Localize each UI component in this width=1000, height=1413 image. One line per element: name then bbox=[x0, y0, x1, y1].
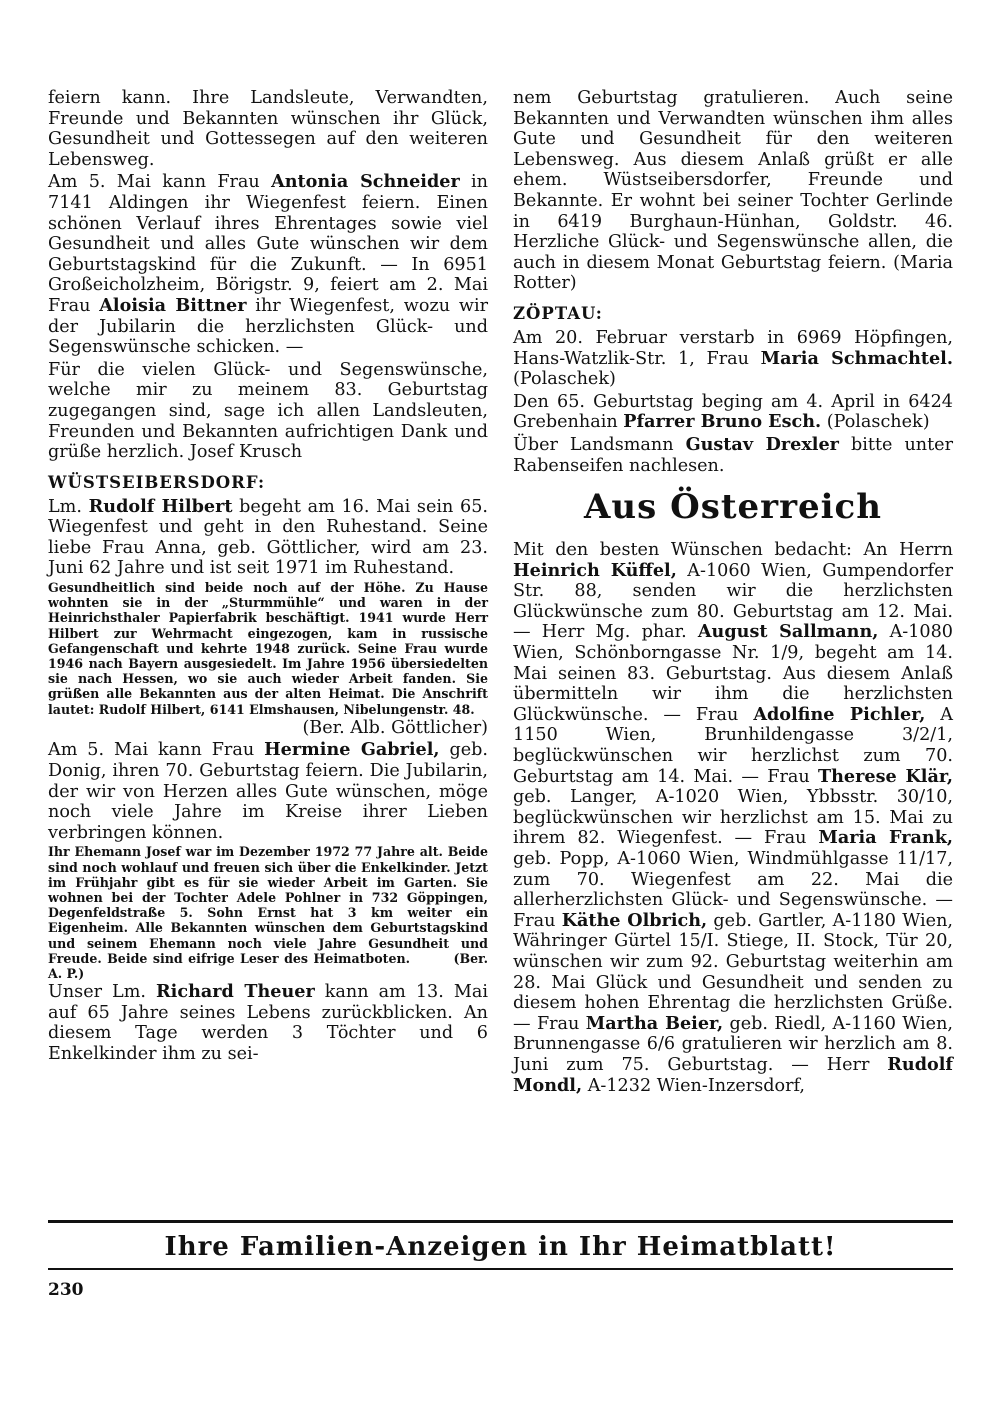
person-name: Therese Klär, bbox=[818, 765, 953, 787]
paragraph bbox=[48, 172, 488, 357]
text: geb. Donig, ihren 70. Geburtstag feiern. Die Jubilarin, der wir von Herzen alles Gute wünschen, möge noch viele Jahre im Kreise ihrer Lieben verbringen können. bbox=[48, 740, 488, 843]
text: Unser Lm. bbox=[48, 982, 157, 1003]
text: geb. Langer, A-1020 Wien, Ybbsstr. 30/10, beglückwünschen wir herzlichst am 15. Mai zu ihrem 82. Wiegenfest. — Frau bbox=[513, 787, 953, 849]
person-name: Käthe Olbrich, bbox=[561, 909, 708, 931]
byline: (Ber. Alb. Göttlicher) bbox=[302, 717, 488, 738]
person-name: Aloisia Bittner bbox=[99, 294, 247, 316]
left-column bbox=[48, 88, 493, 1065]
person-name: Antonia Schneider bbox=[271, 171, 460, 193]
text: A-1232 Wien-Inzersdorf, bbox=[582, 1075, 805, 1096]
text: Am 5. Mai kann Frau bbox=[48, 740, 265, 761]
right-column bbox=[513, 88, 953, 1096]
section-heading: WÜSTSEIBERSDORF: bbox=[48, 472, 266, 492]
text: geb. Riedl, A-1160 Wien, Brunnengasse 6/6 gratulieren wir herzlich am 8. Juni zum 75. Geburtstag. — Herr bbox=[513, 1013, 953, 1075]
text: geb. Popp, A-1060 Wien, Windmühlgasse 11/17, zum 70. Wiegenfest am 22. Mai die allerherzlichsten Glück- und Segenswünsche. — Frau bbox=[513, 849, 953, 931]
person-name: Rudolf Mondl, bbox=[513, 1053, 953, 1096]
paragraph: nem Geburtstag gratulieren. Auch seine Bekannten und Verwandten wünschen ihm alles Gute und Gesundheit für den weiteren Lebensweg. Aus diesem Anlaß grüßt er alle ehem. Wüstseibersdorfer, Freunde und Bekannte. Er wohnt bei seiner Tochter Gerlinde in 6419 Burghaun-Hünhan, Goldstr. 46. Herzliche Glück- und Segenswünsche allen, die auch in diesem Monat Geburtstag feiern. (Maria Rotter) bbox=[513, 88, 953, 294]
text: Über Landsmann bbox=[513, 434, 686, 455]
person-name: Richard Theuer bbox=[156, 981, 315, 1003]
paragraph bbox=[48, 740, 488, 843]
text: Mit den besten Wünschen bedacht: An Herrn bbox=[513, 540, 953, 561]
paragraph bbox=[48, 497, 488, 579]
person-name: August Sallmann, bbox=[697, 621, 879, 643]
paragraph bbox=[513, 435, 953, 476]
divider-rule bbox=[48, 1268, 953, 1270]
small-print-paragraph: Ihr Ehemann Josef war im Dezember 1972 77 Jahre alt. Beide sind noch wohlauf und freuen sich über die Enkelkinder. Jetzt im Frühjahr gibt es für sie wieder Arbeit im Garten. Sie wohnen bei der Tochter Adele Pohlner in 732 Göppingen, Degenfeldstraße 5. Sohn Ernst hat 3 km weiter ein Eigenheim. Alle Bekannten wünschen dem Geburtstagskind und seinem Ehemann noch viele Jahre Gesundheit und Freude. Beide sind eifrige Leser des Heimatboten. (Ber. A. P.) bbox=[48, 844, 493, 982]
text: (Polaschek) bbox=[513, 369, 616, 390]
person-name: Hermine Gabriel, bbox=[264, 739, 440, 761]
small-print-paragraph: Gesundheitlich sind beide noch auf der Höhe. Zu Hause wohnten sie in der „Sturmmühle“ und waren in der Heinrichsthaler Papierfabrik beschäftigt. 1941 wurde Herr Hilbert zur Wehrmacht eingezogen, kam in russische Gefangenschaft und kehrte 1948 zurück. Seine Frau wurde 1946 nach Bayern ausgesiedelt. Im Jahre 1956 übersiedelten sie nach Hessen, wo sie auch wieder Arbeit fanden. Sie grüßen alle Bekannten aus der alten Heimat. Die Anschrift lautet: Rudolf Hilbert, 6141 Elmshausen, Nibelungenstr. 48. bbox=[48, 580, 488, 717]
text: (Polaschek) bbox=[821, 412, 930, 433]
text: ihr Wiegenfest, wozu wir der Jubilarin die herzlichsten Glück- und Segenswünsche schicken. — bbox=[48, 295, 488, 358]
paragraph: feiern kann. Ihre Landsleute, Verwandten, Freunde und Bekannten wünschen ihr Glück, Gesundheit und Gottessegen auf den weiteren Lebensweg. bbox=[48, 88, 488, 170]
text: in 7141 Aldingen ihr Wiegenfest feiern. Einen schönen Verlauf ihres Ehrentages sowie viel Gesundheit und alles Gute wünschen wir dem Geburtstagskind für die Zukunft. — In 6951 Großeicholzheim, Börigstr. 9, feiert am 2. Mai Frau bbox=[48, 172, 488, 316]
paragraph bbox=[513, 392, 953, 433]
text: A 1150 Wien, Brunhildengasse 3/2/1, beglückwünschen wir herzlichst zum 70. Geburtstag am 14. Mai. — Frau bbox=[513, 704, 953, 787]
person-name: Pfarrer Bruno Esch. bbox=[623, 411, 822, 433]
text: A-1080 Wien, Schönborngasse Nr. 1/9, begeht am 14. Mai seinen 83. Geburtstag. Aus diesem Anlaß übermitteln wir ihm die herzlichsten Glückwünsche. — Frau bbox=[513, 622, 953, 725]
person-name: Gustav Drexler bbox=[685, 433, 839, 455]
text: begeht am 16. Mai sein 65. Wiegenfest und geht in den Ruhestand. Seine liebe Frau Anna, geb. Göttlicher, wird am 23. Juni 62 Jahre und ist seit 1971 im Ruhestand. bbox=[48, 496, 488, 579]
person-name: Adolfine Pichler, bbox=[753, 703, 926, 725]
paragraph: Für die vielen Glück- und Segenswünsche, welche mir zu meinem 83. Geburtstag zugegangen sind, sage ich allen Landsleuten, Freunden und Bekannten aufrichtigen Dank und grüße herzlich. Josef Krusch bbox=[48, 359, 488, 463]
text: Lm. bbox=[48, 496, 89, 517]
text: Am 5. Mai kann Frau bbox=[48, 172, 272, 193]
text: geb. Gartler, A-1180 Wien, Währinger Gürtel 15/I. Stiege, II. Stock, Tür 20, wünschen wir zum 92. Geburtstag weiterhin am 28. Mai Glück und Gesundheit und senden zu diesem hohen Ehrentag die herzlichsten Grüße. — Frau bbox=[513, 910, 953, 1034]
section-title: Aus Österreich bbox=[584, 487, 882, 528]
person-name: Rudolf Hilbert bbox=[88, 495, 233, 517]
person-name: Maria Schmachtel. bbox=[760, 347, 953, 369]
text: kann am 13. Mai auf 65 Jahre seines Lebens zurückblicken. An diesem Tage werden 3 Töchter und 6 Enkelkinder ihm zu sei- bbox=[48, 982, 488, 1065]
paragraph bbox=[513, 540, 953, 1096]
section-heading: ZÖPTAU: bbox=[513, 303, 603, 323]
text: Den 65. Geburtstag beging am 4. April in 6424 Grebenhain bbox=[513, 391, 953, 433]
paragraph bbox=[48, 982, 488, 1064]
page-number: 230 bbox=[48, 1280, 84, 1300]
text: Am 20. Februar verstarb in 6969 Höpfingen, Hans-Watzlik-Str. 1, Frau bbox=[513, 327, 953, 369]
text: bitte unter Rabenseifen nachlesen. bbox=[513, 434, 954, 476]
footer-banner: Ihre Familien-Anzeigen in Ihr Heimatblatt! bbox=[164, 1232, 837, 1262]
person-name: Martha Beier, bbox=[585, 1012, 724, 1034]
person-name: Heinrich Küffel, bbox=[513, 559, 677, 581]
paragraph bbox=[513, 328, 953, 390]
divider-rule bbox=[48, 1220, 953, 1223]
text: A-1060 Wien, Gumpendorfer Str. 88, senden wir die herzlichsten Glückwünsche zum 80. Geburtstag am 12. Mai. — Herr Mg. phar. bbox=[513, 560, 953, 643]
person-name: Maria Frank, bbox=[818, 827, 954, 849]
